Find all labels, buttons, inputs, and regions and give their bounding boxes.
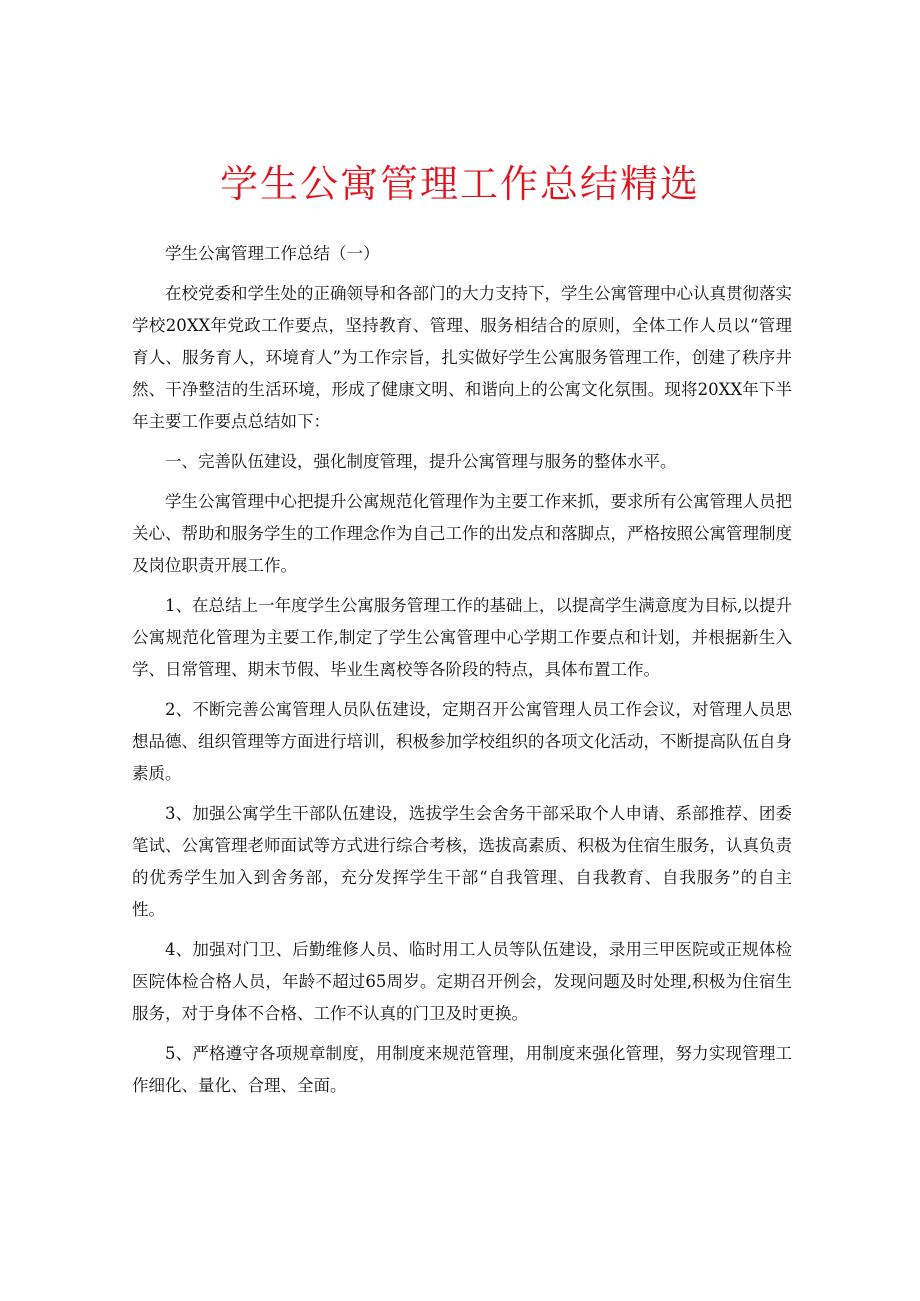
- document-body: [132, 238, 792, 1110]
- paragraph-point-one: 一、完善队伍建设，强化制度管理，提升公寓管理与服务的整体水平。: [165, 452, 677, 471]
- paragraph-intro: 在校党委和学生处的正确领导和各部门的大力支持下，学生公寓管理中心认真贯彻落实学校20XX年党政工作要点，坚持教育、管理、服务相结合的原则，全体工作人员以“管理育人、服务育人，环境育人”为工作宗旨，扎实做好学生公寓服务管理工作，创建了秩序井然、干净整洁的生活环境，形成了健康文明、和谐向上的公寓文化氛围。现将20XX年下半年主要工作要点总结如下：: [132, 284, 792, 431]
- paragraph-item-3: 3、加强公寓学生干部队伍建设，选拔学生会舍务干部采取个人申请、系部推荐、团委笔试、公寓管理老师面试等方式进行综合考核，选拔高素质、积极为住宿生服务，认真负责的优秀学生加入到舍务部，充分发挥学生干部“自我管理、自我教育、自我服务”的自主性。: [132, 804, 792, 919]
- paragraph-item-4: 4、加强对门卫、后勤维修人员、临时用工人员等队伍建设，录用三甲医院或正规体检医院体检合格人员，年龄不超过65周岁。定期召开例会，发现问题及时处理,积极为住宿生服务，对于身体不合格、工作不认真的门卫及时更换。: [132, 940, 792, 1023]
- paragraph-item-2: 2、不断完善公寓管理人员队伍建设，定期召开公寓管理人员工作会议，对管理人员思想品德、组织管理等方面进行培训，积极参加学校组织的各项文化活动，不断提高队伍自身素质。: [132, 700, 792, 783]
- paragraph-item-1: 1、在总结上一年度学生公寓服务管理工作的基础上，以提高学生满意度为目标,以提升公寓规范化管理为主要工作,制定了学生公寓管理中心学期工作要点和计划，并根据新生入学、日常管理、期末节假、毕业生离校等各阶段的特点，具体布置工作。: [132, 596, 792, 679]
- document-title: 学生公寓管理工作总结精选: [219, 162, 700, 206]
- paragraph-item-5: 5、严格遵守各项规章制度，用制度来规范管理，用制度来强化管理，努力实现管理工作细化、量化、合理、全面。: [132, 1044, 792, 1095]
- paragraph-overview: 学生公寓管理中心把提升公寓规范化管理作为主要工作来抓，要求所有公寓管理人员把关心、帮助和服务学生的工作理念作为自己工作的出发点和落脚点，严格按照公寓管理制度及岗位职责开展工作。: [132, 492, 792, 575]
- section-heading: 学生公寓管理工作总结（一）: [165, 244, 380, 263]
